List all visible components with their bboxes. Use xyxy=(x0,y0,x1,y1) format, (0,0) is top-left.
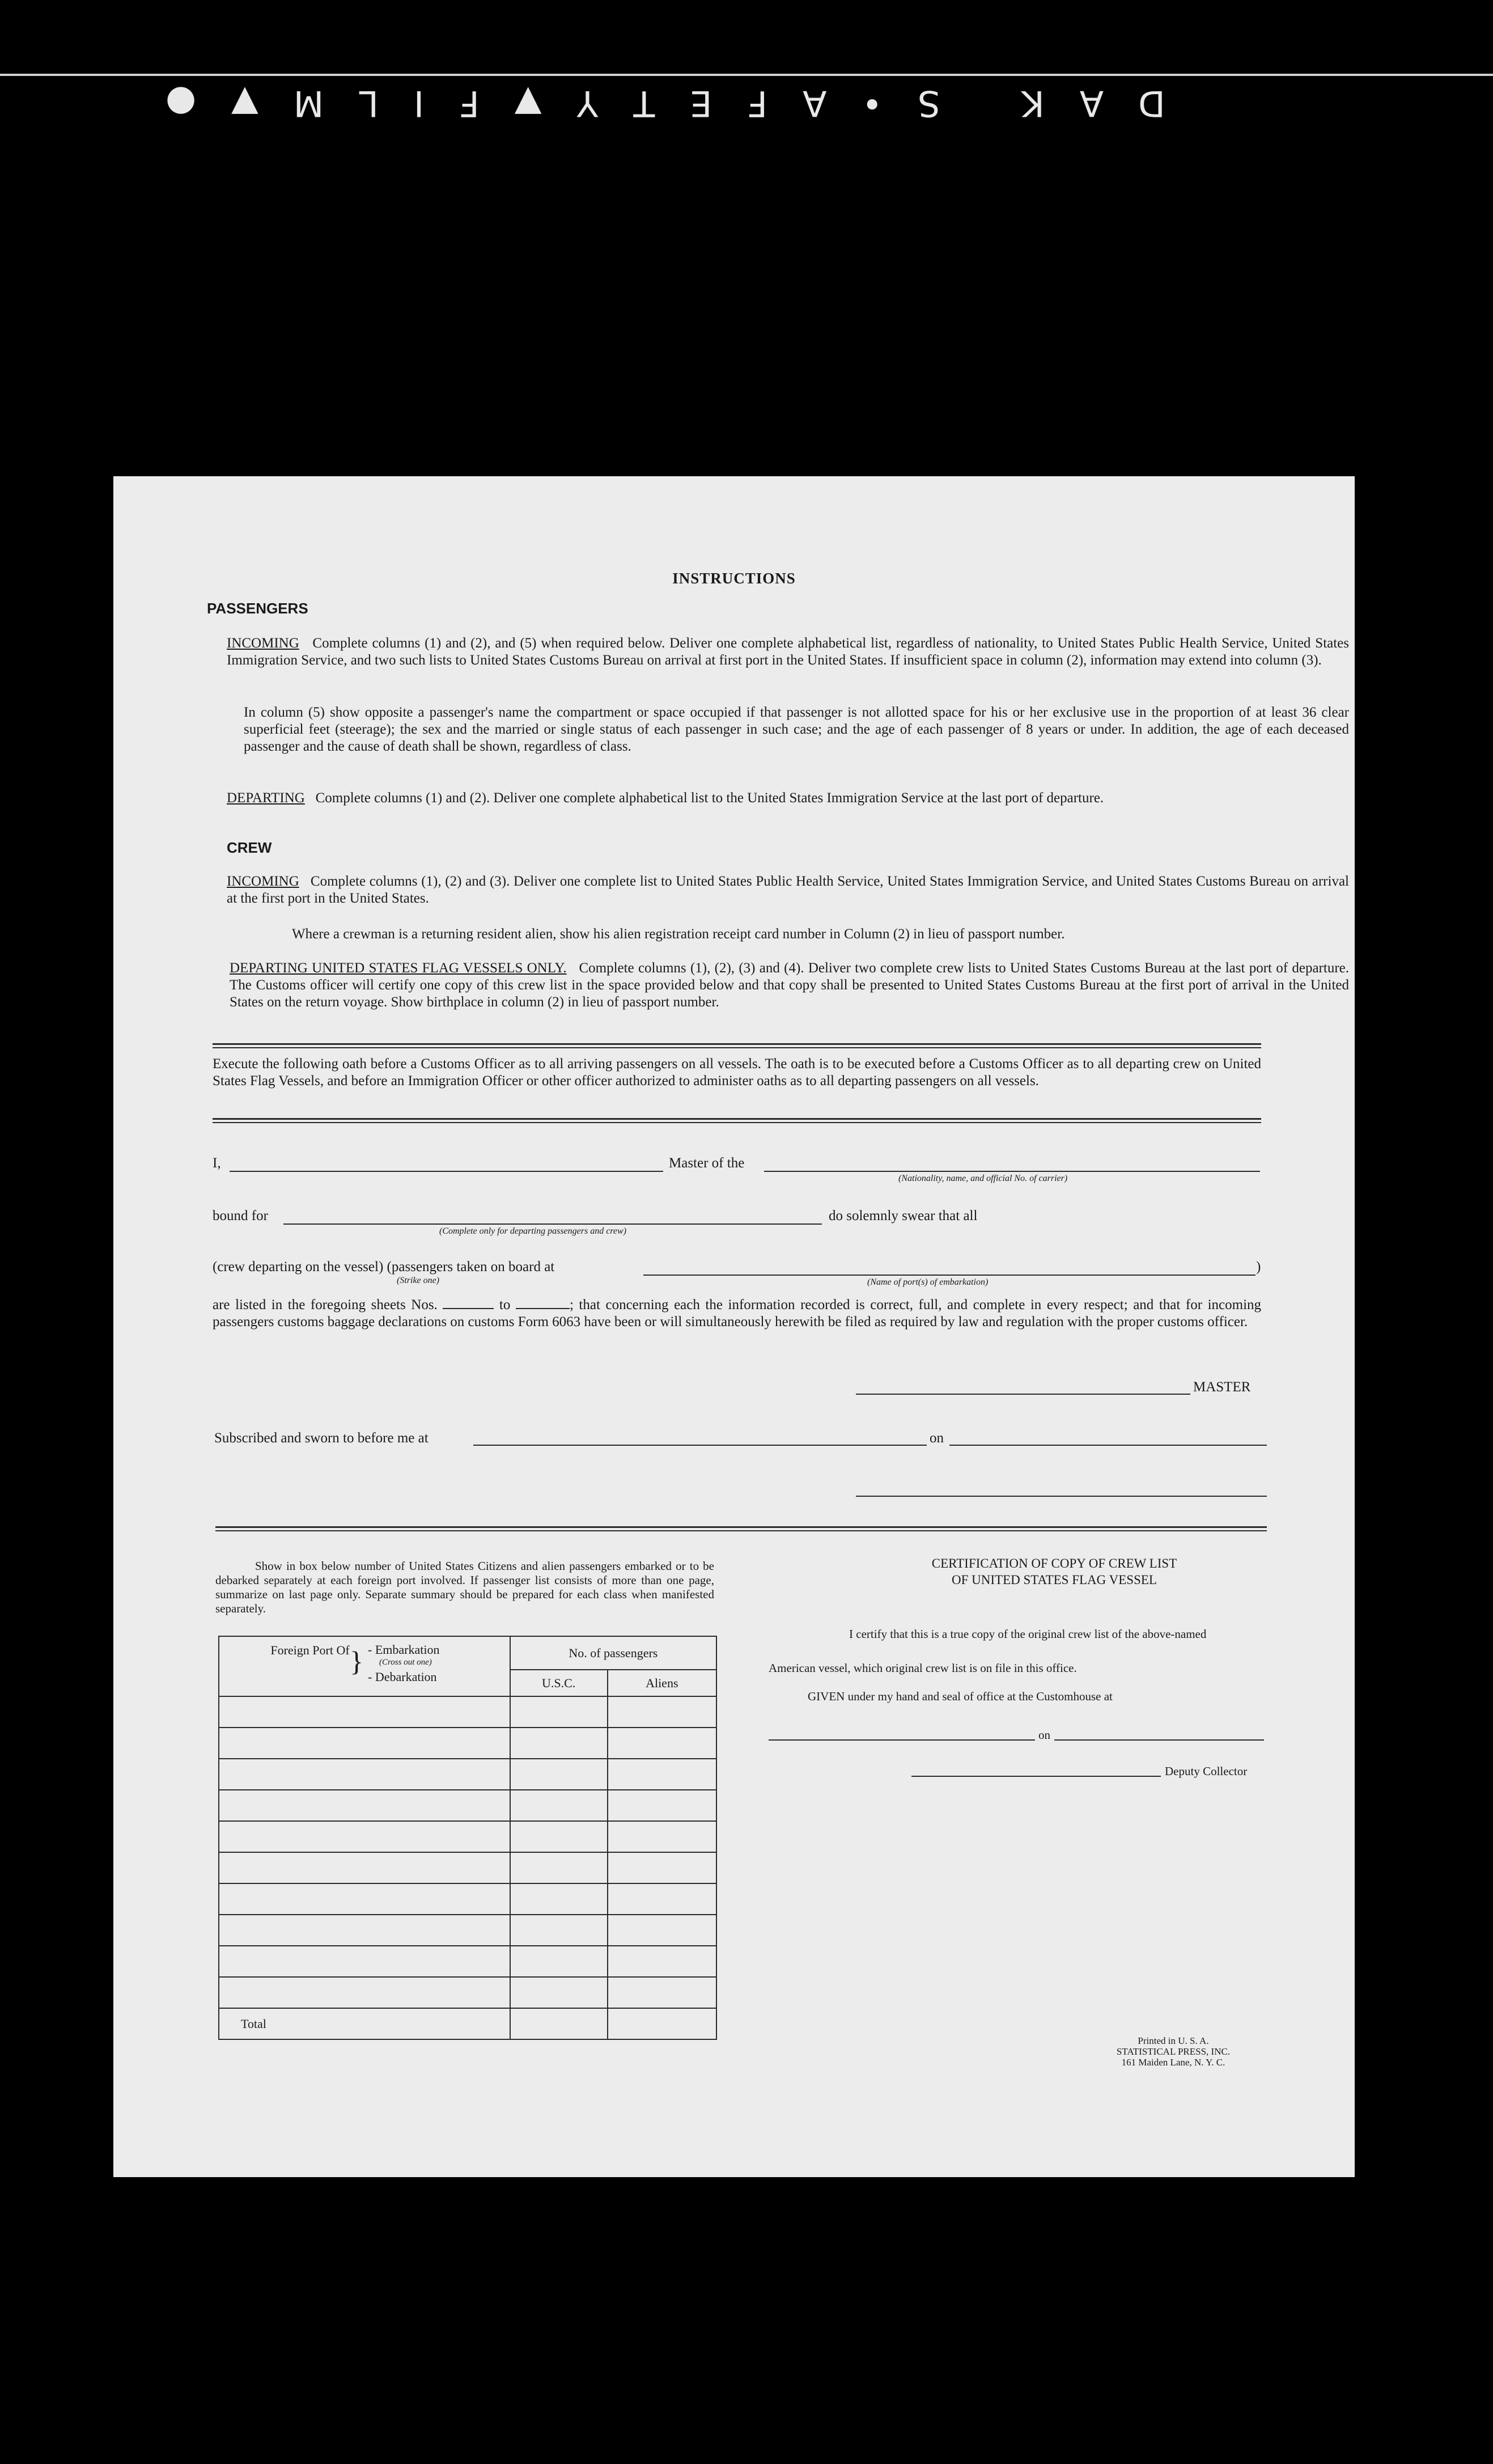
total-cell xyxy=(219,2008,510,2039)
usc-cell[interactable] xyxy=(510,1696,608,1728)
embarkation-port-field[interactable] xyxy=(643,1275,1256,1276)
port-cell[interactable] xyxy=(219,1728,510,1759)
certification-line2: American vessel, which original crew list is on file in this office. xyxy=(769,1661,1077,1675)
crew-incoming-text: Complete columns (1), (2) and (3). Deliver one complete list to United States Public Health Service, United States Immigration Service, and United States Customs Bureau on arrival at the first port in the United States. xyxy=(227,874,1349,906)
table-row xyxy=(219,1946,716,1977)
port-cell[interactable] xyxy=(219,1852,510,1883)
aliens-cell[interactable] xyxy=(608,1821,716,1852)
divider-bottom xyxy=(215,1526,1267,1528)
port-cell[interactable] xyxy=(219,1915,510,1946)
table-row xyxy=(219,1821,716,1852)
table-row xyxy=(219,1852,716,1883)
table-row xyxy=(219,1696,716,1728)
printer-line2: STATISTICAL PRESS, INC. xyxy=(1116,2046,1231,2057)
sheets-to: to xyxy=(499,1297,511,1313)
divider-bottom-thin xyxy=(215,1530,1267,1531)
carrier-field[interactable] xyxy=(764,1171,1260,1172)
departing-label: DEPARTING xyxy=(227,790,305,806)
box-instructions: Show in box below number of United States Citizens and alien passengers embarked or to be debarked separately at each foreign port involved. If passenger list consists of more than one page, summarize on last page only. Separate summary should be prepared for each class when manifested separately. xyxy=(215,1559,714,1615)
strike-caption: (Strike one) xyxy=(397,1276,440,1285)
usc-cell[interactable] xyxy=(510,1759,608,1790)
table-row xyxy=(219,1759,716,1790)
port-caption: (Name of port(s) of embarkation) xyxy=(867,1277,989,1287)
port-cell[interactable] xyxy=(219,1883,510,1915)
certification-title xyxy=(850,1555,1258,1588)
usc-cell[interactable] xyxy=(510,1728,608,1759)
port-cell[interactable] xyxy=(219,1977,510,2008)
port-cell[interactable] xyxy=(219,1759,510,1790)
no-passengers-header: No. of passengers xyxy=(510,1636,716,1670)
divider-oath xyxy=(213,1118,1261,1120)
port-cell[interactable] xyxy=(219,1946,510,1977)
printer-imprint xyxy=(1088,2035,1258,2068)
deputy-collector-label: Deputy Collector xyxy=(1165,1764,1248,1778)
passengers-heading: PASSENGERS xyxy=(207,600,308,617)
port-cell[interactable] xyxy=(219,1821,510,1852)
total-label: Total xyxy=(241,2016,266,2031)
aliens-cell[interactable] xyxy=(608,1883,716,1915)
divider-oath-thin xyxy=(213,1122,1261,1123)
form-page xyxy=(113,476,1355,2177)
departing-flag-text: Complete columns (1), (2), (3) and (4). Deliver two complete crew lists to United States Customs Bureau at the last port of departure. The Customs officer will certify one copy of this crew list in the space provided below and that copy shall be presented to United States Customs Bureau at the first port of arrival in the United States on the return voyage. Show birthplace in column (2) in lieu of passport number. xyxy=(230,960,1349,1010)
deputy-signature-field[interactable] xyxy=(911,1776,1161,1777)
sheets-paragraph xyxy=(213,1297,1261,1331)
usc-cell[interactable] xyxy=(510,1790,608,1821)
certification-title-line2: OF UNITED STATES FLAG VESSEL xyxy=(952,1573,1157,1587)
incoming-label: INCOMING xyxy=(227,636,299,651)
debarkation-label: - Debarkation xyxy=(368,1670,437,1684)
page-title: INSTRUCTIONS xyxy=(672,570,796,587)
usc-cell[interactable] xyxy=(510,1821,608,1852)
certification-on-label: on xyxy=(1038,1728,1050,1742)
divider-top-thin xyxy=(213,1047,1261,1048)
passenger-tally-table xyxy=(218,1636,717,2040)
bound-for-label: bound for xyxy=(213,1208,268,1223)
aliens-cell[interactable] xyxy=(608,1759,716,1790)
officer-signature-field[interactable] xyxy=(856,1496,1267,1497)
passengers-departing-paragraph xyxy=(227,790,1349,807)
aliens-cell[interactable] xyxy=(608,1852,716,1883)
film-strip xyxy=(0,51,1493,124)
master-label: MASTER xyxy=(1193,1379,1251,1395)
usc-cell[interactable] xyxy=(510,1946,608,1977)
customhouse-field[interactable] xyxy=(769,1739,1035,1741)
usc-header: U.S.C. xyxy=(510,1670,608,1696)
sheets-text-a: are listed in the foregoing sheets Nos. xyxy=(213,1297,438,1313)
certification-line3: GIVEN under my hand and seal of office at the Customhouse at xyxy=(808,1690,1113,1703)
master-signature-field[interactable] xyxy=(856,1394,1190,1395)
sheet-from-field[interactable] xyxy=(443,1308,494,1309)
passengers-incoming-paragraph xyxy=(227,635,1349,669)
foreign-port-label: Foreign Port Of xyxy=(270,1643,350,1657)
usc-cell[interactable] xyxy=(510,1852,608,1883)
aliens-cell[interactable] xyxy=(608,1915,716,1946)
aliens-cell[interactable] xyxy=(608,1946,716,1977)
table-row xyxy=(219,1790,716,1821)
film-edge-line xyxy=(0,74,1493,76)
crew-incoming-paragraph xyxy=(227,873,1349,907)
bound-caption: (Complete only for departing passengers and crew) xyxy=(439,1226,627,1236)
total-aliens-cell[interactable] xyxy=(608,2008,716,2039)
certification-title-line1: CERTIFICATION OF COPY OF CREW LIST xyxy=(931,1556,1177,1570)
embarkation-label: - Embarkation xyxy=(368,1642,440,1657)
master-name-field[interactable] xyxy=(230,1171,663,1172)
certification-date-field[interactable] xyxy=(1054,1739,1264,1741)
sheet-to-field[interactable] xyxy=(516,1308,570,1309)
aliens-cell[interactable] xyxy=(608,1977,716,2008)
divider-top xyxy=(213,1043,1261,1045)
tally-body xyxy=(219,1696,716,2008)
carrier-caption: (Nationality, name, and official No. of carrier) xyxy=(898,1174,1068,1183)
departing-flag-paragraph xyxy=(230,960,1349,1011)
table-row xyxy=(219,1977,716,2008)
sworn-place-field[interactable] xyxy=(473,1445,927,1446)
departing-text: Complete columns (1) and (2). Deliver one complete alphabetical list to the United States Immigration Service at the last port of departure. xyxy=(315,790,1104,806)
port-cell[interactable] xyxy=(219,1696,510,1728)
oath-i-label: I, xyxy=(213,1155,221,1171)
sworn-date-field[interactable] xyxy=(949,1445,1267,1446)
table-row xyxy=(219,1728,716,1759)
port-cell[interactable] xyxy=(219,1790,510,1821)
aliens-cell[interactable] xyxy=(608,1790,716,1821)
printer-line1: Printed in U. S. A. xyxy=(1138,2035,1209,2046)
film-edge-text: DAK S•AFETY▼FILM▼● xyxy=(130,83,1165,124)
table-row xyxy=(219,1883,716,1915)
usc-cell[interactable] xyxy=(510,1883,608,1915)
aliens-cell[interactable] xyxy=(608,1696,716,1728)
usc-cell[interactable] xyxy=(510,1915,608,1946)
crew-incoming-label: INCOMING xyxy=(227,874,299,889)
departing-flag-label: DEPARTING UNITED STATES FLAG VESSELS ONLY. xyxy=(230,960,567,976)
sheets-text-b: ; that concerning each the information recorded is correct, full, and complete in every respect; and that for incoming passengers customs baggage declarations on customs Form 6063 have been or will simultaneously herewith be filed as required by law and regulation with the proper customs officer. xyxy=(213,1297,1262,1330)
table-row xyxy=(219,1915,716,1946)
close-paren: ) xyxy=(1256,1259,1261,1275)
column5-paragraph: In column (5) show opposite a passenger's name the compartment or space occupied if that passenger is not allotted space for his or her exclusive use in the proportion of at least 36 clear superficial feet (steerage); the sex and the married or single status of each passenger in such case; and the age of each passenger of 8 years or under. In addition, the age of each deceased passenger and the cause of death shall be shown, regardless of class. xyxy=(244,705,1349,754)
incoming-text: Complete columns (1) and (2), and (5) when required below. Deliver one complete alphabetical list, regardless of nationality, to United States Public Health Service, United States Immigration Service, and two such lists to United States Customs Bureau on arrival at first port in the United States. If insufficient space in column (2), information may extend into column (3). xyxy=(227,636,1350,668)
cross-out-caption: (Cross out one) xyxy=(379,1658,432,1667)
crew-departing-label: (crew departing on the vessel) (passengers taken on board at xyxy=(213,1259,555,1275)
crewman-paragraph: Where a crewman is a returning resident alien, show his alien registration receipt card number in Column (2) in lieu of passport number. xyxy=(292,926,1065,942)
crew-heading: CREW xyxy=(227,839,272,856)
certification-line1: I certify that this is a true copy of the original crew list of the above-named xyxy=(849,1627,1207,1641)
aliens-header: Aliens xyxy=(608,1670,716,1696)
port-header-cell xyxy=(219,1636,510,1696)
aliens-cell[interactable] xyxy=(608,1728,716,1759)
oath-instructions: Execute the following oath before a Customs Officer as to all arriving passengers on all vessels. The oath is to be executed before a Customs Officer as to all departing crew on United States Flag Vessels, and before an Immigration Officer or other officer authorized to administer oaths as to all departing passengers on all vessels. xyxy=(213,1056,1261,1089)
printer-line3: 161 Maiden Lane, N. Y. C. xyxy=(1121,2057,1225,2068)
master-of-label: Master of the xyxy=(669,1155,745,1171)
total-usc-cell[interactable] xyxy=(510,2008,608,2039)
sworn-on-label: on xyxy=(930,1430,944,1446)
subscribed-label: Subscribed and sworn to before me at xyxy=(214,1430,429,1446)
brace: } xyxy=(350,1645,363,1677)
bound-for-field[interactable] xyxy=(283,1223,822,1225)
swear-label: do solemnly swear that all xyxy=(829,1208,978,1223)
usc-cell[interactable] xyxy=(510,1977,608,2008)
